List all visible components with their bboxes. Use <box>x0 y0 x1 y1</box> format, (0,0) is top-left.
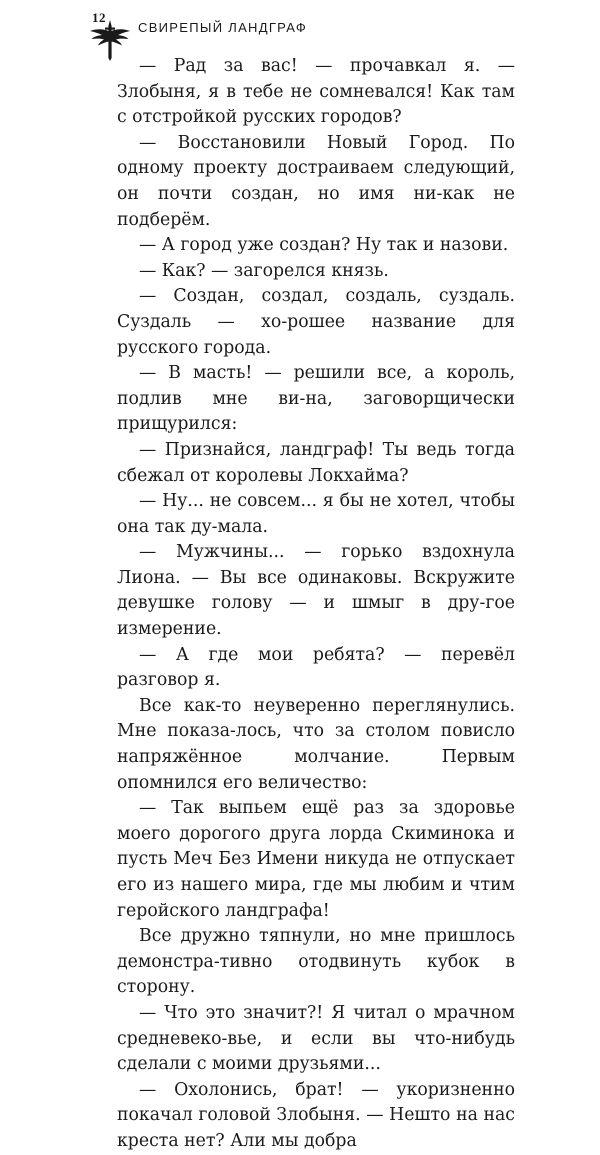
paragraph: — Охолонись, брат! — укоризненно покачал головой Злобыня. — Нешто на нас креста нет? Али мы добра <box>117 1079 515 1151</box>
paragraph: — Признайся, ландграф! Ты ведь тогда сбежал от королевы Локхайма? <box>117 439 515 486</box>
paragraph: — Ну... не совсем... я бы не хотел, чтобы она так ду-мала. <box>117 491 515 537</box>
paragraph: — Мужчины... — горько вздохнула Лиона. — Вы все одинаковы. Вскружите девушке голову — и шмыг в дру-гое измерение. <box>117 542 515 640</box>
paragraph: — Так выпьем ещё раз за здоровье моего дорогого друга лорда Скиминока и пусть Меч Без Имени никуда не отпускает его из нашего мира, где мы любим и чтим геройского ландграфа! <box>117 798 515 921</box>
paragraph: — Восстановили Новый Город. По одному проекту достраиваем следующий, он почти создан, но имя ни-как не подберём. <box>117 132 515 230</box>
page-number: 12 <box>92 10 106 25</box>
paragraph: — Что это значит?! Я читал о мрачном средневеко-вье, и если вы что-нибудь сделали с моими друзьями... <box>117 1002 515 1075</box>
paragraph: — А город уже создан? Ну так и назови. <box>139 235 509 256</box>
paragraph: — Рад за вас! — прочавкал я. — Злобыня, я в тебе не сомневался! Как там с отстройкой русских городов? <box>117 56 515 128</box>
paragraph: — Как? — загорелся князь. <box>139 260 389 281</box>
paragraph: — Создан, создал, создаль, суздаль. Суздаль — хо-рошее название для русского города. <box>117 286 515 358</box>
paragraph: Все дружно тяпнули, но мне пришлось демонстра-тивно отодвинуть кубок в сторону. <box>117 926 515 998</box>
text-body <box>117 54 515 1155</box>
paragraph: — А где мои ребята? — перевёл разговор я. <box>117 644 515 691</box>
paragraph: — В масть! — решили все, а король, подлив мне ви-на, заговорщически прищурился: <box>117 363 515 435</box>
paragraph: Все как-то неуверенно переглянулись. Мне показа-лось, что за столом повисло напряжённое молчание. Первым опомнился его величество: <box>117 695 515 793</box>
running-title: СВИРЕПЫЙ ЛАНДГРАФ <box>138 20 308 35</box>
